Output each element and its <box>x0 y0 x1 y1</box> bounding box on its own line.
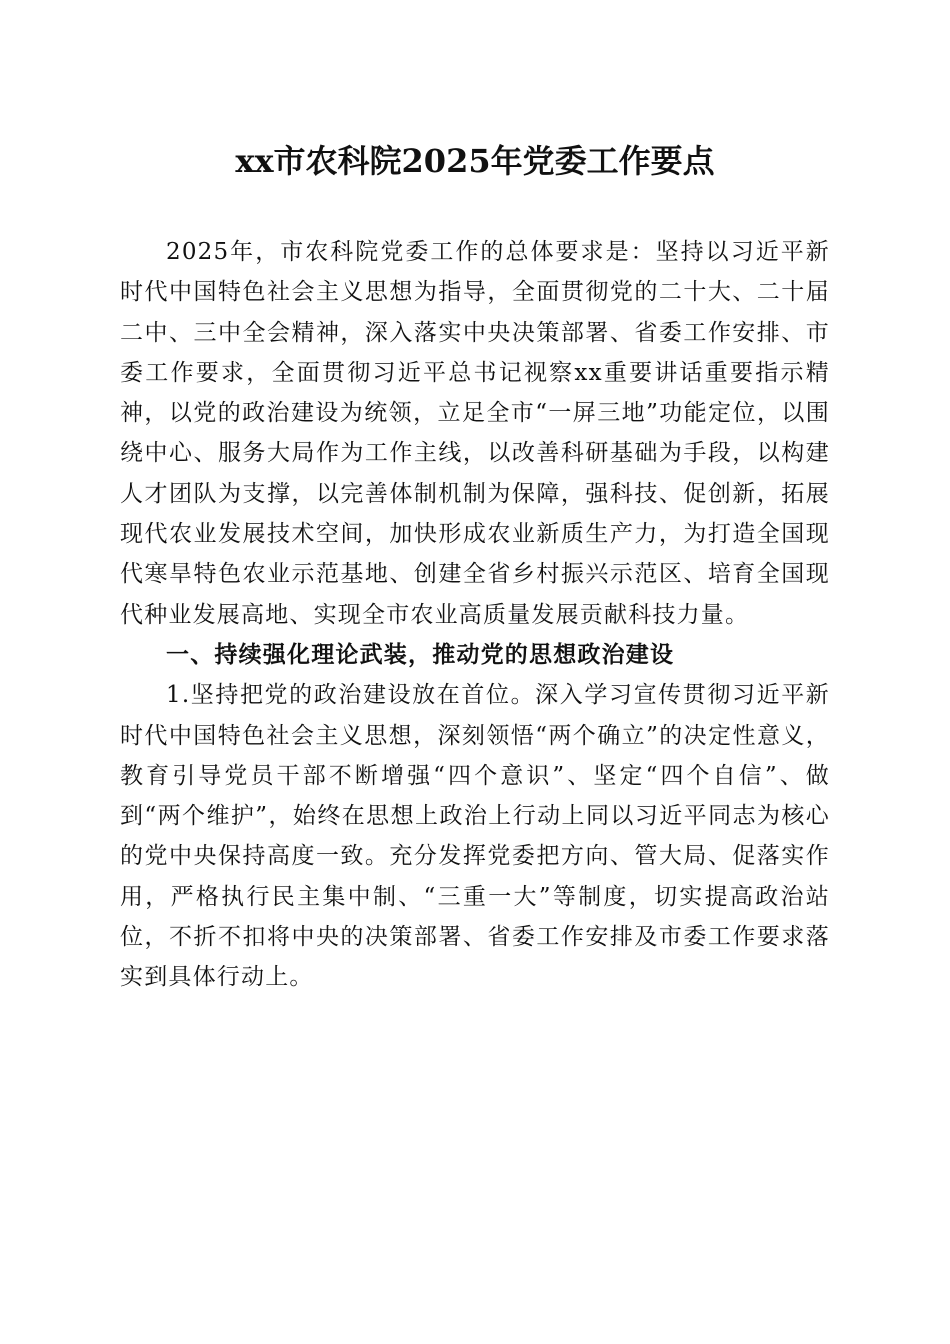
document-body <box>120 232 830 998</box>
intro-paragraph: 2025年，市农科院党委工作的总体要求是：坚持以习近平新时代中国特色社会主义思想为指导，全面贯彻党的二十大、二十届二中、三中全会精神，深入落实中央决策部署、省委工作安排、市委工作要求，全面贯彻习近平总书记视察xx重要讲话重要指示精神，以党的政治建设为统领，立足全市“一屏三地”功能定位，以围绕中心、服务大局作为工作主线，以改善科研基础为手段，以构建人才团队为支撑，以完善体制机制为保障，强科技、促创新，拓展现代农业发展技术空间，加快形成农业新质生产力，为打造全国现代寒旱特色农业示范基地、创建全省乡村振兴示范区、培育全国现代种业发展高地、实现全市农业高质量发展贡献科技力量。 <box>120 239 830 628</box>
section-1-heading: 一、持续强化理论武装，推动党的思想政治建设 <box>166 641 675 668</box>
item-1-paragraph: 1.坚持把党的政治建设放在首位。深入学习宣传贯彻习近平新时代中国特色社会主义思想，深刻领悟“两个确立”的决定性意义，教育引导党员干部不断增强“四个意识”、坚定“四个自信”、做到“两个维护”，始终在思想上政治上行动上同以习近平同志为核心的党中央保持高度一致。充分发挥党委把方向、管大局、促落实作用，严格执行民主集中制、“三重一大”等制度，切实提高政治站位，不折不扣将中央的决策部署、省委工作安排及市委工作要求落实到具体行动上。 <box>120 682 830 991</box>
document-title: xx市农科院2025年党委工作要点 <box>235 142 715 180</box>
